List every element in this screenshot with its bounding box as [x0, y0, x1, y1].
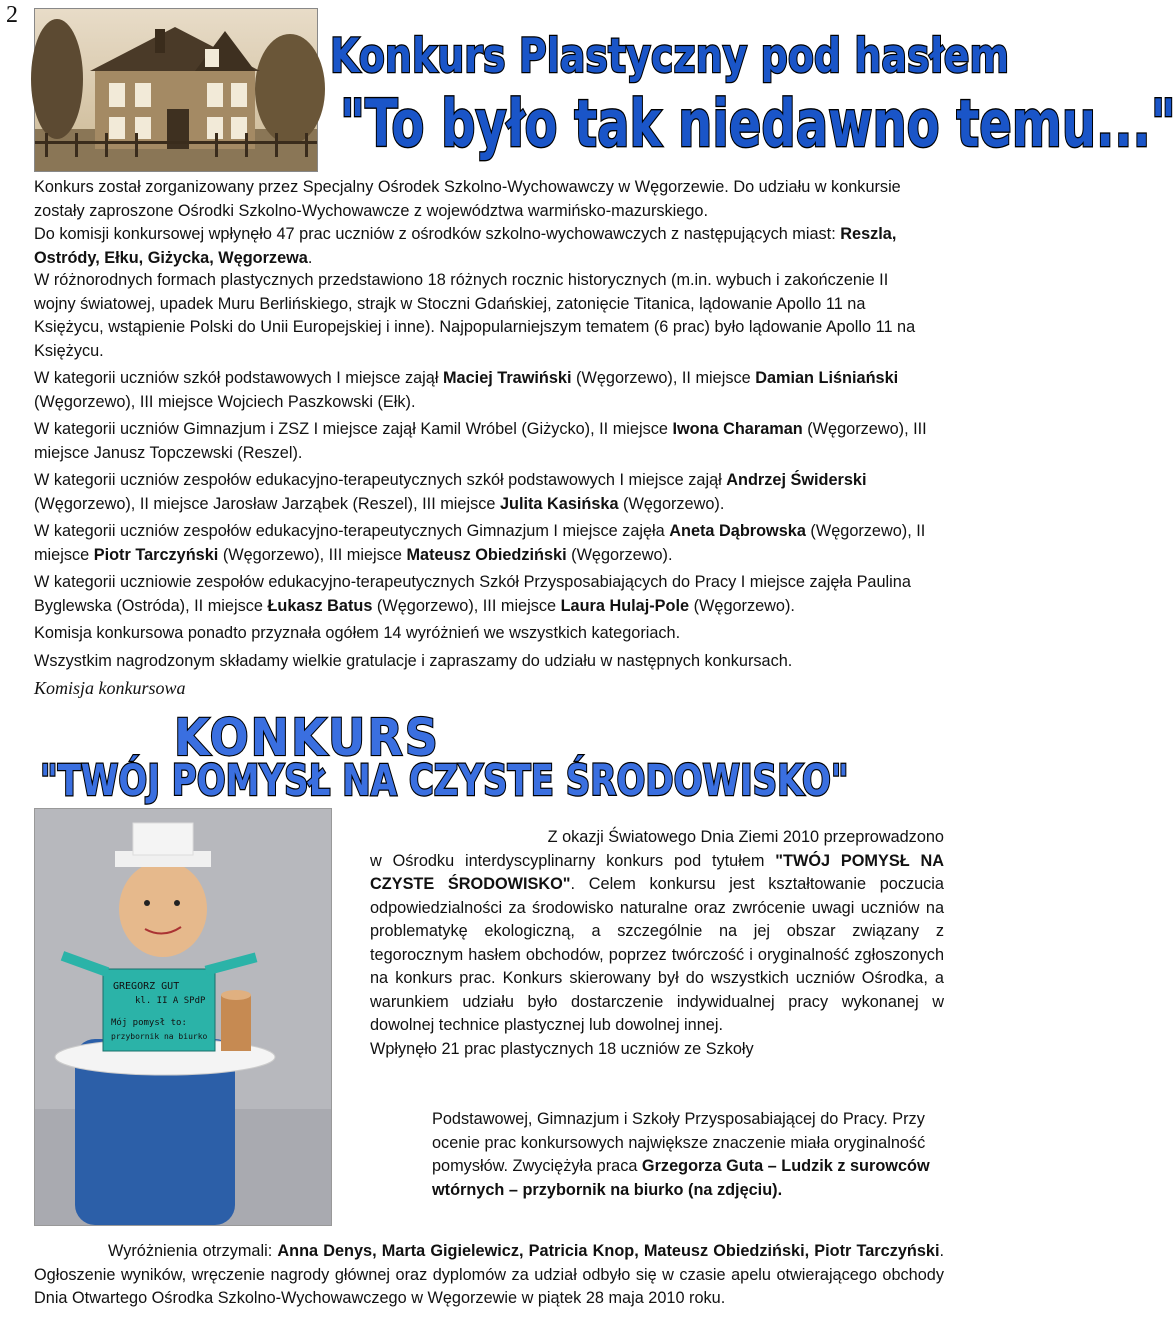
distinctions-text: Wyróżnienia otrzymali: Anna Denys, Marta Gigielewicz, Patricia Knop, Mateusz Obiedziński, Piotr Tarczyński. Ogłoszenie wyników, wręczenie nagrody głównej oraz dyplomów za udział odbyło się w czasie apelu otwierającego obchody Dnia Otwartego Ośrodka Szkolno-Wychowawczego w Węgorzewie w piątek 28 maja 2010 roku.: [34, 1242, 944, 1307]
primary-school-results: W kategorii uczniów szkół podstawowych I miejsce zajął Maciej Trawiński (Węgorzewo), II miejsce Damian Liśniański (Węgorzewo), III miejsce Wojciech Paszkowski (Ełk).: [34, 369, 899, 411]
winning-work-photo: [34, 808, 332, 1226]
eco-contest-first-line: Z okazji Światowego Dnia Ziemi 2010 przeprowadzono: [547, 828, 944, 846]
eco-contest-description: Z okazji Światowego Dnia Ziemi 2010 przeprowadzono w Ośrodku interdyscyplinarny konkurs pod tytułem "TWÓJ POMYSŁ NA CZYSTE ŚRODOWISKO". Celem konkursu jest kształtowanie poczucia odpowiedzialności za środowisko naturalne oraz zwrócenie uwagi uczniów na problematykę ekologiczną, a szczególnie na jej obszar związany z tegorocznym hasłem obchodów, poprzez twórczość i oryginalność zgłoszonych na konkurs prac. Konkurs skierowany był do wszystkich uczniów Ośrodka, a warunkiem udziału było dostarczenie indywidualnej pracy wykonanej w dowolnej technice plastycznej lub dowolnej innej. Wpłynęło 21 prac plastycznych 18 uczniów ze Szkoły: [370, 826, 944, 1061]
eco-contest-title: "TWÓJ POMYSŁ NA CZYSTE ŚRODOWISKO": [40, 756, 849, 807]
photo-sign-line4: przybornik na biurko: [111, 1032, 208, 1041]
vocational-results: W kategorii uczniowie zespołów edukacyjno-terapeutycznych Szkół Przysposabiających do Pracy I miejsce zajęła Paulina Byglewska (Ostróda), II miejsce Łukasz Batus (Węgorzewo), III miejsce Laura Hulaj-Pole (Węgorzewo).: [34, 573, 911, 615]
school-building-photo: [34, 8, 318, 172]
gymnasium-results: W kategorii uczniów Gimnazjum i ZSZ I miejsce zajął Kamil Wróbel (Giżycko), II miejsce Iwona Charaman (Węgorzewo), III miejsce Janusz Topczewski (Reszel).: [34, 420, 927, 462]
contest-title-line2: "To było tak niedawno temu...": [340, 86, 1176, 163]
therapy-gymnasium-results: W kategorii uczniów zespołów edukacyjno-terapeutycznych Gimnazjum I miejsce zajęła Aneta Dąbrowska (Węgorzewo), II miejsce Piotr Tarczyński (Węgorzewo), III miejsce Mateusz Obiedziński (Węgorzewo).: [34, 522, 926, 564]
results-text: [34, 269, 928, 677]
therapy-primary-results: W kategorii uczniów zespołów edukacyjno-terapeutycznych szkół podstawowych I miejsce zajął Andrzej Świderski (Węgorzewo), II miejsce Jarosław Jarząbek (Reszel), III miejsce Julita Kasińska (Węgorzewo).: [34, 471, 867, 513]
intro-paragraph-2: Do komisji konkursowej wpłynęło 47 prac uczniów z ośrodków szkolno-wychowawczych z następujących miast: Reszla, Ostródy, Ełku, Giżycka, Węgorzewa.: [34, 225, 897, 267]
contest-title-line1: Konkurs Plastyczny pod hasłem: [330, 28, 1010, 84]
signature: Komisja konkursowa: [34, 678, 186, 698]
photo-sign-line2: kl. II A SPdP: [135, 996, 206, 1006]
distinctions-paragraph: Komisja konkursowa ponadto przyznała ogółem 14 wyróżnień we wszystkich kategoriach.: [34, 624, 681, 642]
photo-sign-line3: Mój pomysł to:: [111, 1018, 187, 1028]
intro-paragraph-1: Konkurs został zorganizowany przez Specjalny Ośrodek Szkolno-Wychowawczy w Węgorzewie. Do udziału w konkursie zostały zaproszone Ośrodki Szkolno-Wychowawcze z województwa warmińsko-mazurskiego.: [34, 178, 901, 220]
page-number: 2: [6, 2, 18, 28]
submissions-line: Wpłynęło 21 prac plastycznych 18 uczniów ze Szkoły: [370, 1039, 754, 1058]
intro-text: [34, 176, 934, 270]
photo-sign-line1: GREGORZ GUT: [113, 981, 180, 992]
eco-contest-winner: Podstawowej, Gimnazjum i Szkoły Przysposabiającej do Pracy. Przy ocenie prac konkursowych największe znaczenie miała oryginalność pomysłów. Zwyciężyła praca Grzegorza Guta – Ludzik z surowców wtórnych – przybornik na biurko (na zdjęciu).: [432, 1110, 930, 1199]
konkurs-heading: KONKURS: [174, 707, 440, 767]
themes-paragraph: W różnorodnych formach plastycznych przedstawiono 18 różnych rocznic historycznych (m.in. wybuch i zakończenie II wojny światowej, upadek Muru Berlińskiego, strajk w Stoczni Gdańskiej, zatonięcie Titanica, lądowanie Apollo 11 na Księżycu, wstąpienie Polski do Unii Europejskiej i inne). Najpopularniejszym tematem (6 prac) było lądowanie Apollo 11 na Księżycu.: [34, 271, 916, 360]
congratulations-paragraph: Wszystkim nagrodzonym składamy wielkie gratulacje i zapraszamy do udziału w następnych konkursach.: [34, 651, 793, 670]
